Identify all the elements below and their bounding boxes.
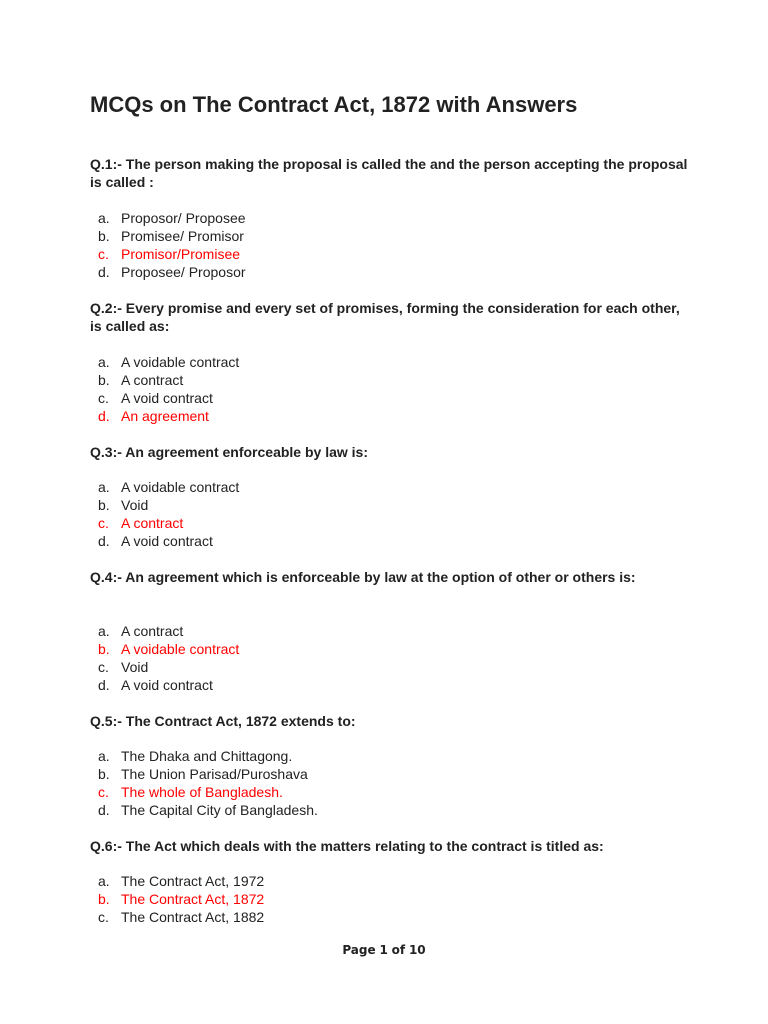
option-4d: d. A void contract [98, 677, 213, 693]
option-1b: b. Promisee/ Promisor [98, 228, 244, 244]
page-word: Page [342, 943, 376, 957]
option-2c: c. A void contract [98, 390, 213, 406]
option-5d: d. The Capital City of Bangladesh. [98, 802, 318, 818]
option-1a: a. Proposor/ Proposee [98, 210, 246, 226]
question-5: Q.5:- The Contract Act, 1872 extends to: [90, 713, 356, 729]
option-2d: d. An agreement [98, 408, 209, 424]
option-1d: d. Proposee/ Proposor [98, 264, 246, 280]
question-2: Q.2:- Every promise and every set of promises, forming the consideration for each other, is called as: [90, 300, 680, 334]
option-5b: b. The Union Parisad/Puroshava [98, 766, 308, 782]
options-list-1 [98, 209, 246, 281]
page-total: 10 [408, 943, 426, 957]
question-1: Q.1:- The person making the proposal is called the and the person accepting the proposal is called : [90, 156, 688, 190]
option-4b: b. A voidable contract [98, 641, 240, 657]
question-6: Q.6:- The Act which deals with the matters relating to the contract is titled as: [90, 838, 604, 854]
option-5c: c. The whole of Bangladesh. [98, 784, 283, 800]
options-list-4 [98, 622, 239, 694]
option-6c: c. The Contract Act, 1882 [98, 909, 265, 925]
page-number [0, 943, 768, 957]
question-3: Q.3:- An agreement enforceable by law is: [90, 444, 369, 460]
document-title: MCQs on The Contract Act, 1872 with Answers [90, 92, 578, 117]
option-4a: a. A contract [98, 623, 184, 639]
option-6b: b. The Contract Act, 1872 [98, 891, 265, 907]
option-6a: a. The Contract Act, 1972 [98, 873, 265, 889]
option-5a: a. The Dhaka and Chittagong. [98, 748, 293, 764]
of-word: of [391, 943, 406, 957]
option-2b: b. A contract [98, 372, 184, 388]
options-list-3 [98, 478, 239, 550]
options-list-2 [98, 353, 239, 425]
question-4: Q.4:- An agreement which is enforceable by law at the option of other or others is: [90, 569, 636, 585]
option-3b: b. Void [98, 497, 149, 513]
option-3d: d. A void contract [98, 533, 213, 549]
option-3c: c. A contract [98, 515, 184, 531]
option-3a: a. A voidable contract [98, 479, 240, 495]
option-2a: a. A voidable contract [98, 354, 240, 370]
page-current: 1 [379, 943, 388, 957]
option-1c: c. Promisor/Promisee [98, 246, 241, 262]
options-list-5 [98, 747, 318, 819]
option-4c: c. Void [98, 659, 149, 675]
options-list-6 [98, 872, 264, 926]
